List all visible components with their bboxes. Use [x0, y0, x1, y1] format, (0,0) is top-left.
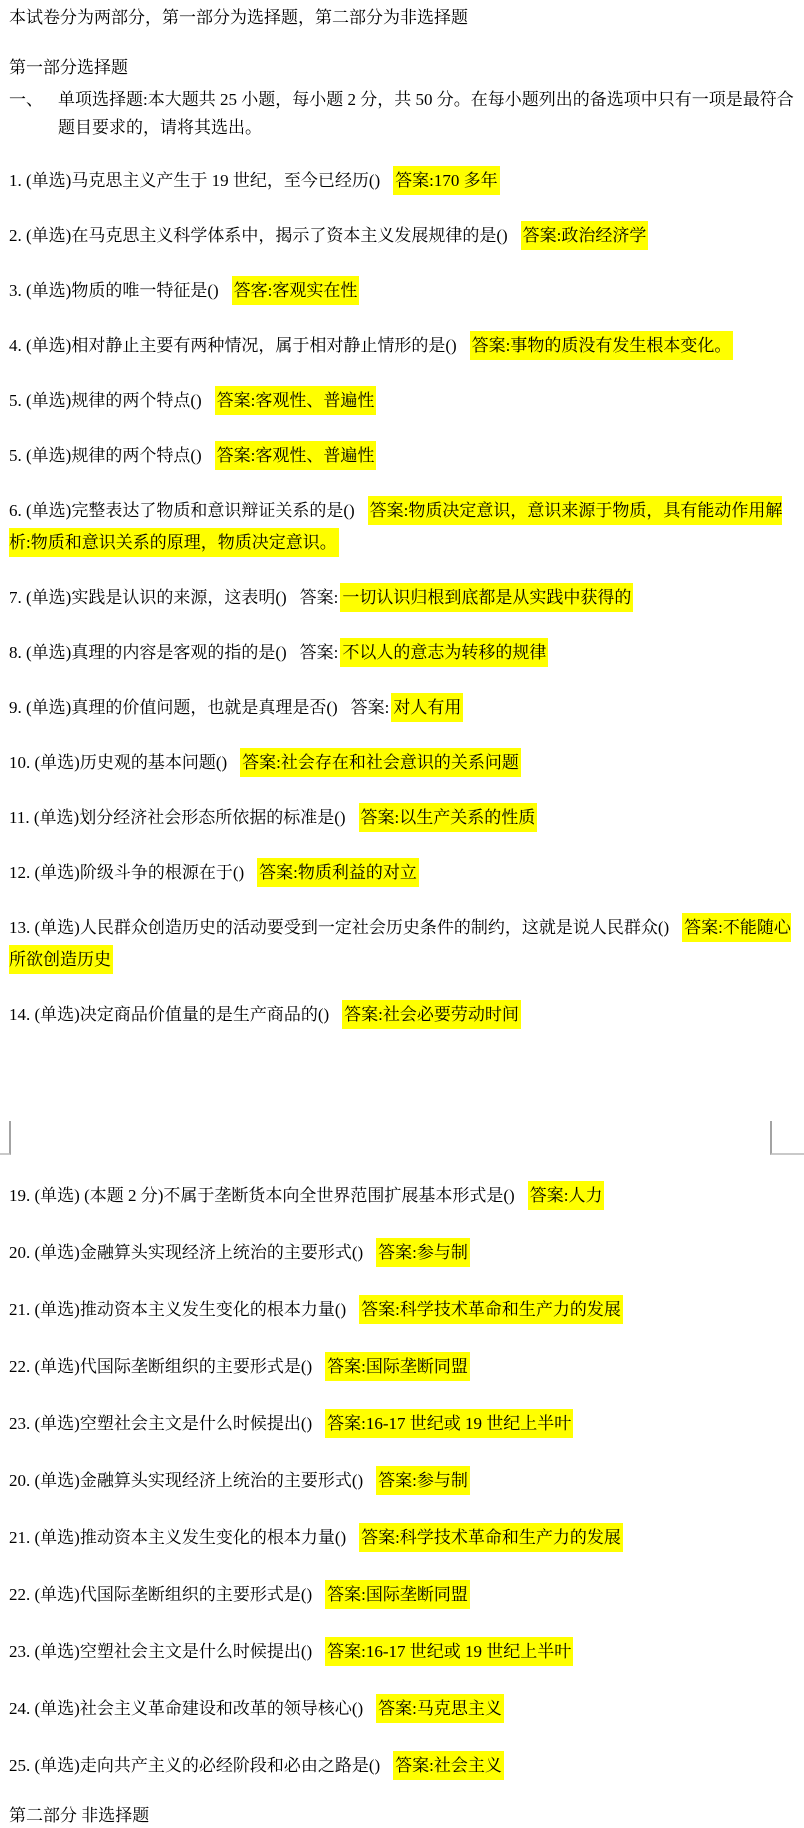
question-stem: 21. (单选)推动资本主义发生变化的根本力量() — [9, 1528, 347, 1547]
answer-highlight: 答案:马克思主义 — [376, 1694, 504, 1723]
question-item — [9, 1636, 795, 1668]
answer-highlight: 答案:参与制 — [376, 1466, 470, 1495]
question-stem: 13. (单选)人民群众创造历史的活动要受到一定社会历史条件的制约，这就是说人民群众() — [9, 918, 670, 937]
answer-highlight: 答案:社会存在和社会意识的关系问题 — [240, 748, 521, 777]
answer-highlight: 答案:社会主义 — [393, 1751, 504, 1780]
question-item — [9, 747, 795, 779]
answer-highlight: 答案:不能随心所欲创造历史 — [9, 913, 791, 974]
question-item — [9, 1408, 795, 1440]
question-item — [9, 1522, 795, 1554]
exam-intro-note: 本试卷分为两部分，第一部分为选择题，第二部分为非选择题 — [9, 8, 468, 27]
answer-highlight: 答案:16-17 世纪或 19 世纪上半叶 — [325, 1637, 573, 1666]
answer-highlight: 答案:物质利益的对立 — [257, 858, 419, 887]
question-stem: 4. (单选)相对静止主要有两种情况，属于相对静止情形的是() — [9, 336, 457, 355]
question-item — [9, 1180, 795, 1212]
answer-highlight: 答案:参与制 — [376, 1238, 470, 1267]
answer-label: 答案: — [350, 698, 390, 717]
answer-highlight: 对人有用 — [391, 693, 463, 722]
question-stem: 6. (单选)完整表达了物质和意识辩证关系的是() — [9, 501, 355, 520]
section1-intro — [9, 86, 795, 142]
answer-highlight: 答客:客观实在性 — [232, 276, 360, 305]
answer-highlight: 答案:国际垄断同盟 — [325, 1352, 470, 1381]
answer-highlight: 不以人的意志为转移的规律 — [340, 638, 548, 667]
question-stem: 8. (单选)真理的内容是客观的指的是() — [9, 643, 287, 662]
question-item — [9, 165, 795, 197]
question-stem: 9. (单选)真理的价值问题，也就是真理是否() — [9, 698, 338, 717]
question-stem: 14. (单选)决定商品价值量的是生产商品的() — [9, 1005, 330, 1024]
question-item — [9, 330, 795, 362]
question-stem: 23. (单选)空塑社会主文是什么时候提出() — [9, 1414, 313, 1433]
questions-list-page2 — [9, 1180, 795, 1782]
question-item — [9, 275, 795, 307]
question-item — [9, 495, 795, 559]
question-stem: 24. (单选)社会主义革命建设和改革的领导核心() — [9, 1699, 364, 1718]
section1-intro-text: 单项选择题:本大题共 25 小题，每小题 2 分，共 50 分。在每小题列出的备选项中只有一项是最符合题目要求的，请将其选出。 — [58, 90, 794, 137]
question-stem: 23. (单选)空塑社会主文是什么时候提出() — [9, 1642, 313, 1661]
question-item — [9, 440, 795, 472]
question-stem: 5. (单选)规律的两个特点() — [9, 446, 202, 465]
question-item — [9, 582, 795, 614]
answer-highlight: 答案:以生产关系的性质 — [359, 803, 538, 832]
page-boundary-corner-right-icon — [770, 1121, 804, 1155]
question-item — [9, 999, 795, 1031]
question-stem: 10. (单选)历史观的基本问题() — [9, 753, 228, 772]
question-item — [9, 637, 795, 669]
answer-highlight: 答案:16-17 世纪或 19 世纪上半叶 — [325, 1409, 573, 1438]
question-stem: 3. (单选)物质的唯一特征是() — [9, 281, 219, 300]
question-stem: 22. (单选)代国际垄断组织的主要形式是() — [9, 1357, 313, 1376]
question-stem: 20. (单选)金融算头实现经济上统治的主要形式() — [9, 1243, 364, 1262]
question-item — [9, 692, 795, 724]
answer-highlight: 答案:国际垄断同盟 — [325, 1580, 470, 1609]
question-item — [9, 1579, 795, 1611]
section1-marker: 一、 — [9, 90, 43, 109]
answer-highlight: 答案:事物的质没有发生根本变化。 — [470, 331, 734, 360]
question-item — [9, 1693, 795, 1725]
answer-highlight: 答案:物质决定意识，意识来源于物质，具有能动作用解析:物质和意识关系的原理，物质决定意识。 — [9, 496, 782, 557]
answer-highlight: 答案:客观性、普遍性 — [215, 441, 377, 470]
question-item — [9, 802, 795, 834]
answer-highlight: 一切认识归根到底都是从实践中获得的 — [340, 583, 633, 612]
question-item — [9, 1294, 795, 1326]
question-item — [9, 1465, 795, 1497]
questions-list-page1 — [9, 165, 795, 1031]
question-stem: 20. (单选)金融算头实现经济上统治的主要形式() — [9, 1471, 364, 1490]
answer-label: 答案: — [299, 588, 339, 607]
answer-highlight: 答案:社会必要劳动时间 — [342, 1000, 521, 1029]
page-break — [0, 1121, 804, 1155]
question-stem: 12. (单选)阶级斗争的根源在于() — [9, 863, 245, 882]
answer-highlight: 答案:政治经济学 — [521, 221, 649, 250]
question-stem: 21. (单选)推动资本主义发生变化的根本力量() — [9, 1300, 347, 1319]
question-item — [9, 912, 795, 976]
question-item — [9, 1351, 795, 1383]
page-boundary-corner-left-icon — [0, 1121, 11, 1155]
question-stem: 1. (单选)马克思主义产生于 19 世纪，至今已经历() — [9, 171, 381, 190]
answer-highlight: 答案:170 多年 — [393, 166, 499, 195]
question-item — [9, 220, 795, 252]
question-stem: 19. (单选) (本题 2 分)不属于垄断货本向全世界范围扩展基本形式是() — [9, 1186, 515, 1205]
question-stem: 22. (单选)代国际垄断组织的主要形式是() — [9, 1585, 313, 1604]
question-item — [9, 1750, 795, 1782]
question-stem: 7. (单选)实践是认识的来源，这表明() — [9, 588, 287, 607]
question-stem: 25. (单选)走向共产主义的必经阶段和必由之路是() — [9, 1756, 381, 1775]
question-item — [9, 1237, 795, 1269]
answer-highlight: 答案:科学技术革命和生产力的发展 — [359, 1295, 623, 1324]
answer-highlight: 答案:客观性、普遍性 — [215, 386, 377, 415]
answer-highlight: 答案:科学技术革命和生产力的发展 — [359, 1523, 623, 1552]
question-stem: 5. (单选)规律的两个特点() — [9, 391, 202, 410]
answer-label: 答案: — [299, 643, 339, 662]
question-stem: 11. (单选)划分经济社会形态所依据的标准是() — [9, 808, 346, 827]
question-stem: 2. (单选)在马克思主义科学体系中，揭示了资本主义发展规律的是() — [9, 226, 508, 245]
question-item — [9, 857, 795, 889]
answer-highlight: 答案:人力 — [528, 1181, 605, 1210]
part1-heading: 第一部分选择题 — [9, 58, 128, 77]
question-item — [9, 385, 795, 417]
part2-heading: 第二部分 非选择题 — [9, 1806, 150, 1825]
